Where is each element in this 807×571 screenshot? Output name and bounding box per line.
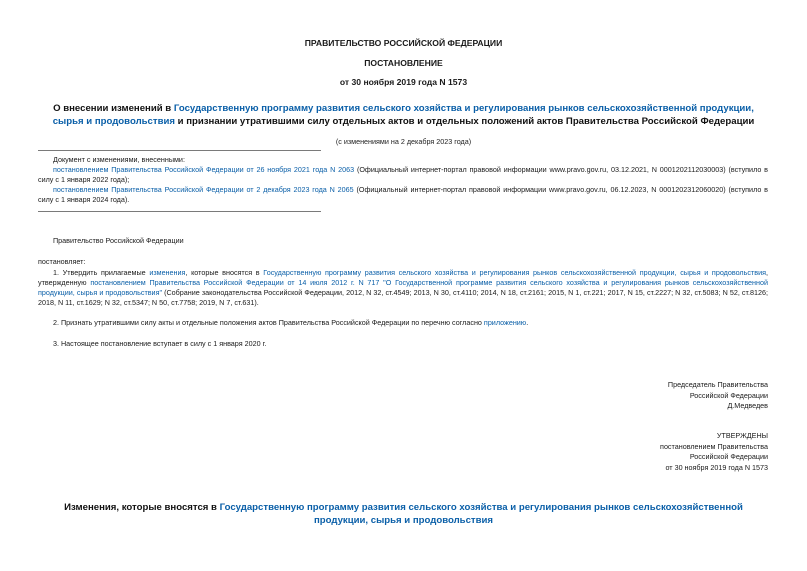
amendments-intro: Документ с изменениями, внесенными: bbox=[53, 155, 185, 164]
approved-heading: УТВЕРЖДЕНЫ bbox=[716, 431, 768, 440]
approved-country: Российской Федерации bbox=[689, 452, 768, 461]
p1-text-a: 1. Утвердить прилагаемые bbox=[53, 268, 150, 277]
title-program-link[interactable]: Государственную программу развития сельского хозяйства и регулирования рынков сельскохозяйственной продукции, сырья и продовольствия bbox=[52, 103, 754, 127]
divider-top bbox=[38, 150, 321, 151]
paragraph-2 bbox=[38, 318, 768, 328]
title-prefix: О внесении изменений в bbox=[53, 103, 174, 114]
title-suffix: и признании утратившими силу отдельных актов и отдельных положений актов Правительства Российской Федерации bbox=[174, 116, 755, 127]
p2-text-b: . bbox=[526, 318, 529, 327]
document-type: ПОСТАНОВЛЕНИЕ bbox=[364, 58, 443, 68]
paragraph-3: 3. Настоящее постановление вступает в силу с 1 января 2020 г. bbox=[53, 339, 267, 348]
government-heading: ПРАВИТЕЛЬСТВО РОССИЙСКОЙ ФЕДЕРАЦИИ bbox=[304, 38, 503, 48]
approved-by: постановлением Правительства bbox=[660, 441, 768, 451]
divider-bottom bbox=[38, 211, 321, 212]
document-date-number: от 30 ноября 2019 года N 1573 bbox=[339, 77, 468, 87]
changes-title-prefix: Изменения, которые вносятся в bbox=[64, 502, 220, 513]
changes-title-program-link[interactable]: Государственную программу развития сельского хозяйства и регулирования рынков сельскохозяйственной продукции, сырья и продовольствия bbox=[219, 502, 743, 526]
amendment-item-1 bbox=[38, 165, 768, 185]
approved-block bbox=[660, 431, 768, 473]
changes-link[interactable]: изменения bbox=[149, 268, 186, 277]
amendment-item-2 bbox=[38, 185, 768, 205]
approved-date: от 30 ноября 2019 года N 1573 bbox=[665, 462, 768, 472]
amendment-1-link[interactable]: постановлением Правительства Российской Федерации от 26 ноября 2021 года N 2063 bbox=[53, 165, 355, 174]
signature-block bbox=[668, 380, 768, 412]
program-link[interactable]: Государственную программу развития сельского хозяйства и регулирования рынков сельскохозяйственной продукции, сырья и продовольствия bbox=[263, 268, 766, 277]
resolution-717-link[interactable]: постановлением Правительства Российской Федерации от 14 июля 2012 г. N 717 "О Государственной программе развития сельского хозяйства и регулирования рынков сельскохозяйственной продукции, сырья и продовольствия" bbox=[38, 278, 768, 297]
changes-title bbox=[40, 501, 767, 527]
p1-text-b: , которые вносятся в bbox=[185, 268, 264, 277]
appendix-link[interactable]: приложению bbox=[483, 318, 527, 327]
amendment-2-link[interactable]: постановлением Правительства Российской Федерации от 2 декабря 2023 года N 2065 bbox=[53, 185, 354, 194]
signature-country: Российской Федерации bbox=[689, 390, 768, 400]
p1-text-c: , утвержденную bbox=[38, 268, 768, 287]
government-name: Правительство Российской Федерации bbox=[53, 236, 184, 245]
revision-note: (с изменениями на 2 декабря 2023 года) bbox=[335, 137, 472, 146]
signature-position: Председатель Правительства bbox=[667, 380, 768, 389]
p2-text-a: 2. Признать утратившими силу акты и отдельные положения актов Правительства Российской Федерации по перечню согласно bbox=[53, 318, 484, 327]
decrees-word: постановляет: bbox=[38, 257, 86, 266]
document-title bbox=[40, 102, 767, 128]
paragraph-1 bbox=[38, 268, 768, 308]
amendment-2-details: (Официальный интернет-портал правовой информации www.pravo.gov.ru, 06.12.2023, N 0001202312060020) (вступило в силу с 1 января 2024 года). bbox=[38, 185, 768, 204]
p1-text-d: (Собрание законодательства Российской Федерации, 2012, N 32, ст.4549; 2013, N 30, ст.4110; 2014, N 18, ст.2161; 2015, N 1, ст.221; 2017, N 15, ст.2227; N 32, ст.5083; N 52, ст.8126; 2018, N 11, ст.1629; N 32, ст.5347; N 50, ст.7758; 2019, N 7, ст.631). bbox=[38, 288, 768, 307]
amendments-block bbox=[38, 155, 768, 205]
amendment-1-details: (Официальный интернет-портал правовой информации www.pravo.gov.ru, 03.12.2021, N 0001202112030003) (вступило в силу с 1 января 2022 года); bbox=[38, 165, 768, 184]
signature-name: Д.Медведев bbox=[727, 401, 768, 410]
